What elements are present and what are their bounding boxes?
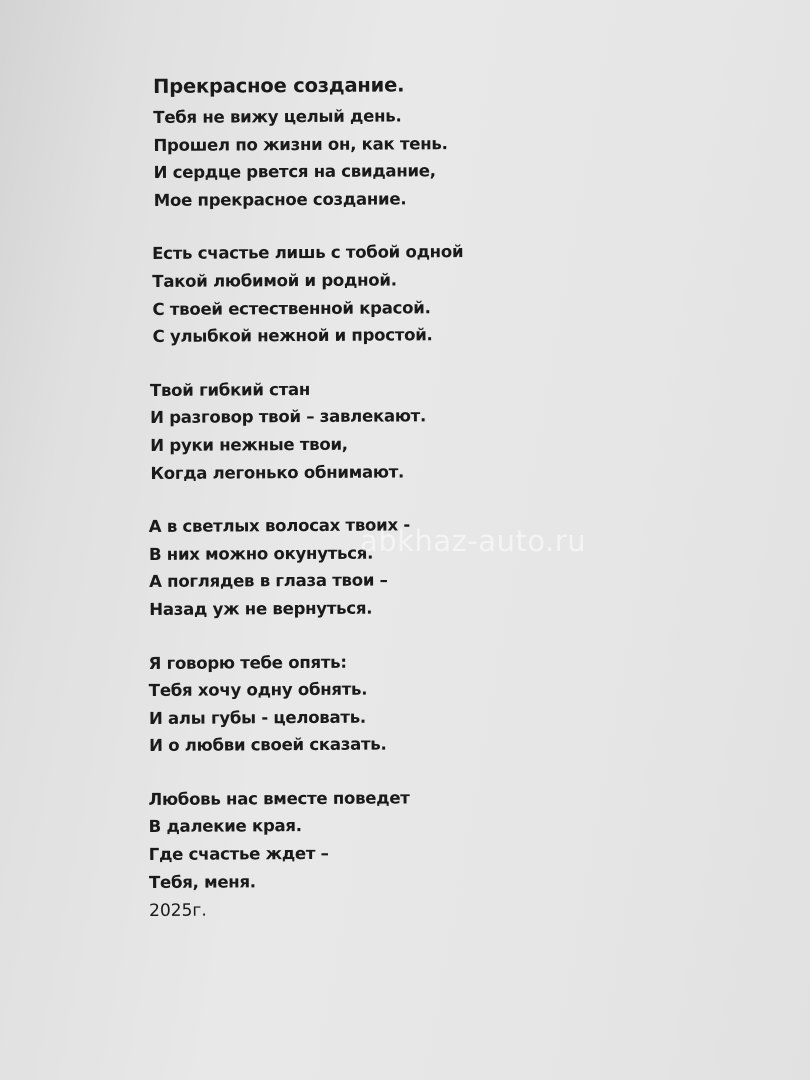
- poem-line: Такой любимой и родной.: [152, 270, 397, 291]
- poem-line: С улыбкой нежной и простой.: [152, 325, 433, 347]
- poem-line: И о любви своей сказать.: [149, 734, 387, 756]
- poem: [144, 71, 669, 924]
- poem-line: В далекие края.: [148, 816, 302, 837]
- poem-line: Прошел по жизни он, как тень.: [153, 133, 448, 155]
- poem-line: А в светлых волосах твоих -: [148, 515, 410, 537]
- poem-line: Есть счастье лишь с тобой одной: [152, 242, 464, 264]
- poem-line: И разговор твой – завлекают.: [150, 406, 427, 428]
- poem-line: Когда легонько обнимают.: [150, 461, 405, 483]
- watermark: abkhaz-auto.ru: [360, 524, 587, 558]
- stanza: [144, 101, 665, 215]
- poem-line: Назад уж не вернуться.: [149, 598, 373, 619]
- poem-line: Тебя хочу одну обнять.: [148, 679, 368, 701]
- poem-line: Любовь нас вместе поведет: [148, 788, 410, 809]
- poem-title: Прекрасное создание.: [153, 73, 405, 98]
- poem-line: С твоей естественной красой.: [152, 297, 431, 319]
- poem-line: И руки нежные твои,: [150, 434, 348, 455]
- poem-line: И сердце рвется на свидание,: [153, 161, 436, 183]
- poem-line: А поглядев в глаза твои –: [149, 570, 388, 592]
- poem-line: Тебя не вижу целый день.: [153, 106, 402, 127]
- poem-line: Твой гибкий стан: [149, 379, 311, 400]
- poem-line: И алы губы - целовать.: [148, 707, 366, 728]
- poem-line: Мое прекрасное создание.: [153, 189, 407, 210]
- stanza: [146, 374, 667, 488]
- stanza: [148, 646, 669, 760]
- stanza: [145, 237, 666, 351]
- poem-line: Где счастье ждет –: [148, 843, 329, 865]
- poem-body: [144, 101, 669, 924]
- poem-line: Тебя, меня.: [148, 871, 256, 892]
- poem-year: 2025г.: [149, 900, 207, 922]
- stanza: [148, 783, 669, 925]
- poem-line: В них можно окунуться.: [148, 543, 374, 564]
- poem-line: Я говорю тебе опять:: [148, 652, 347, 673]
